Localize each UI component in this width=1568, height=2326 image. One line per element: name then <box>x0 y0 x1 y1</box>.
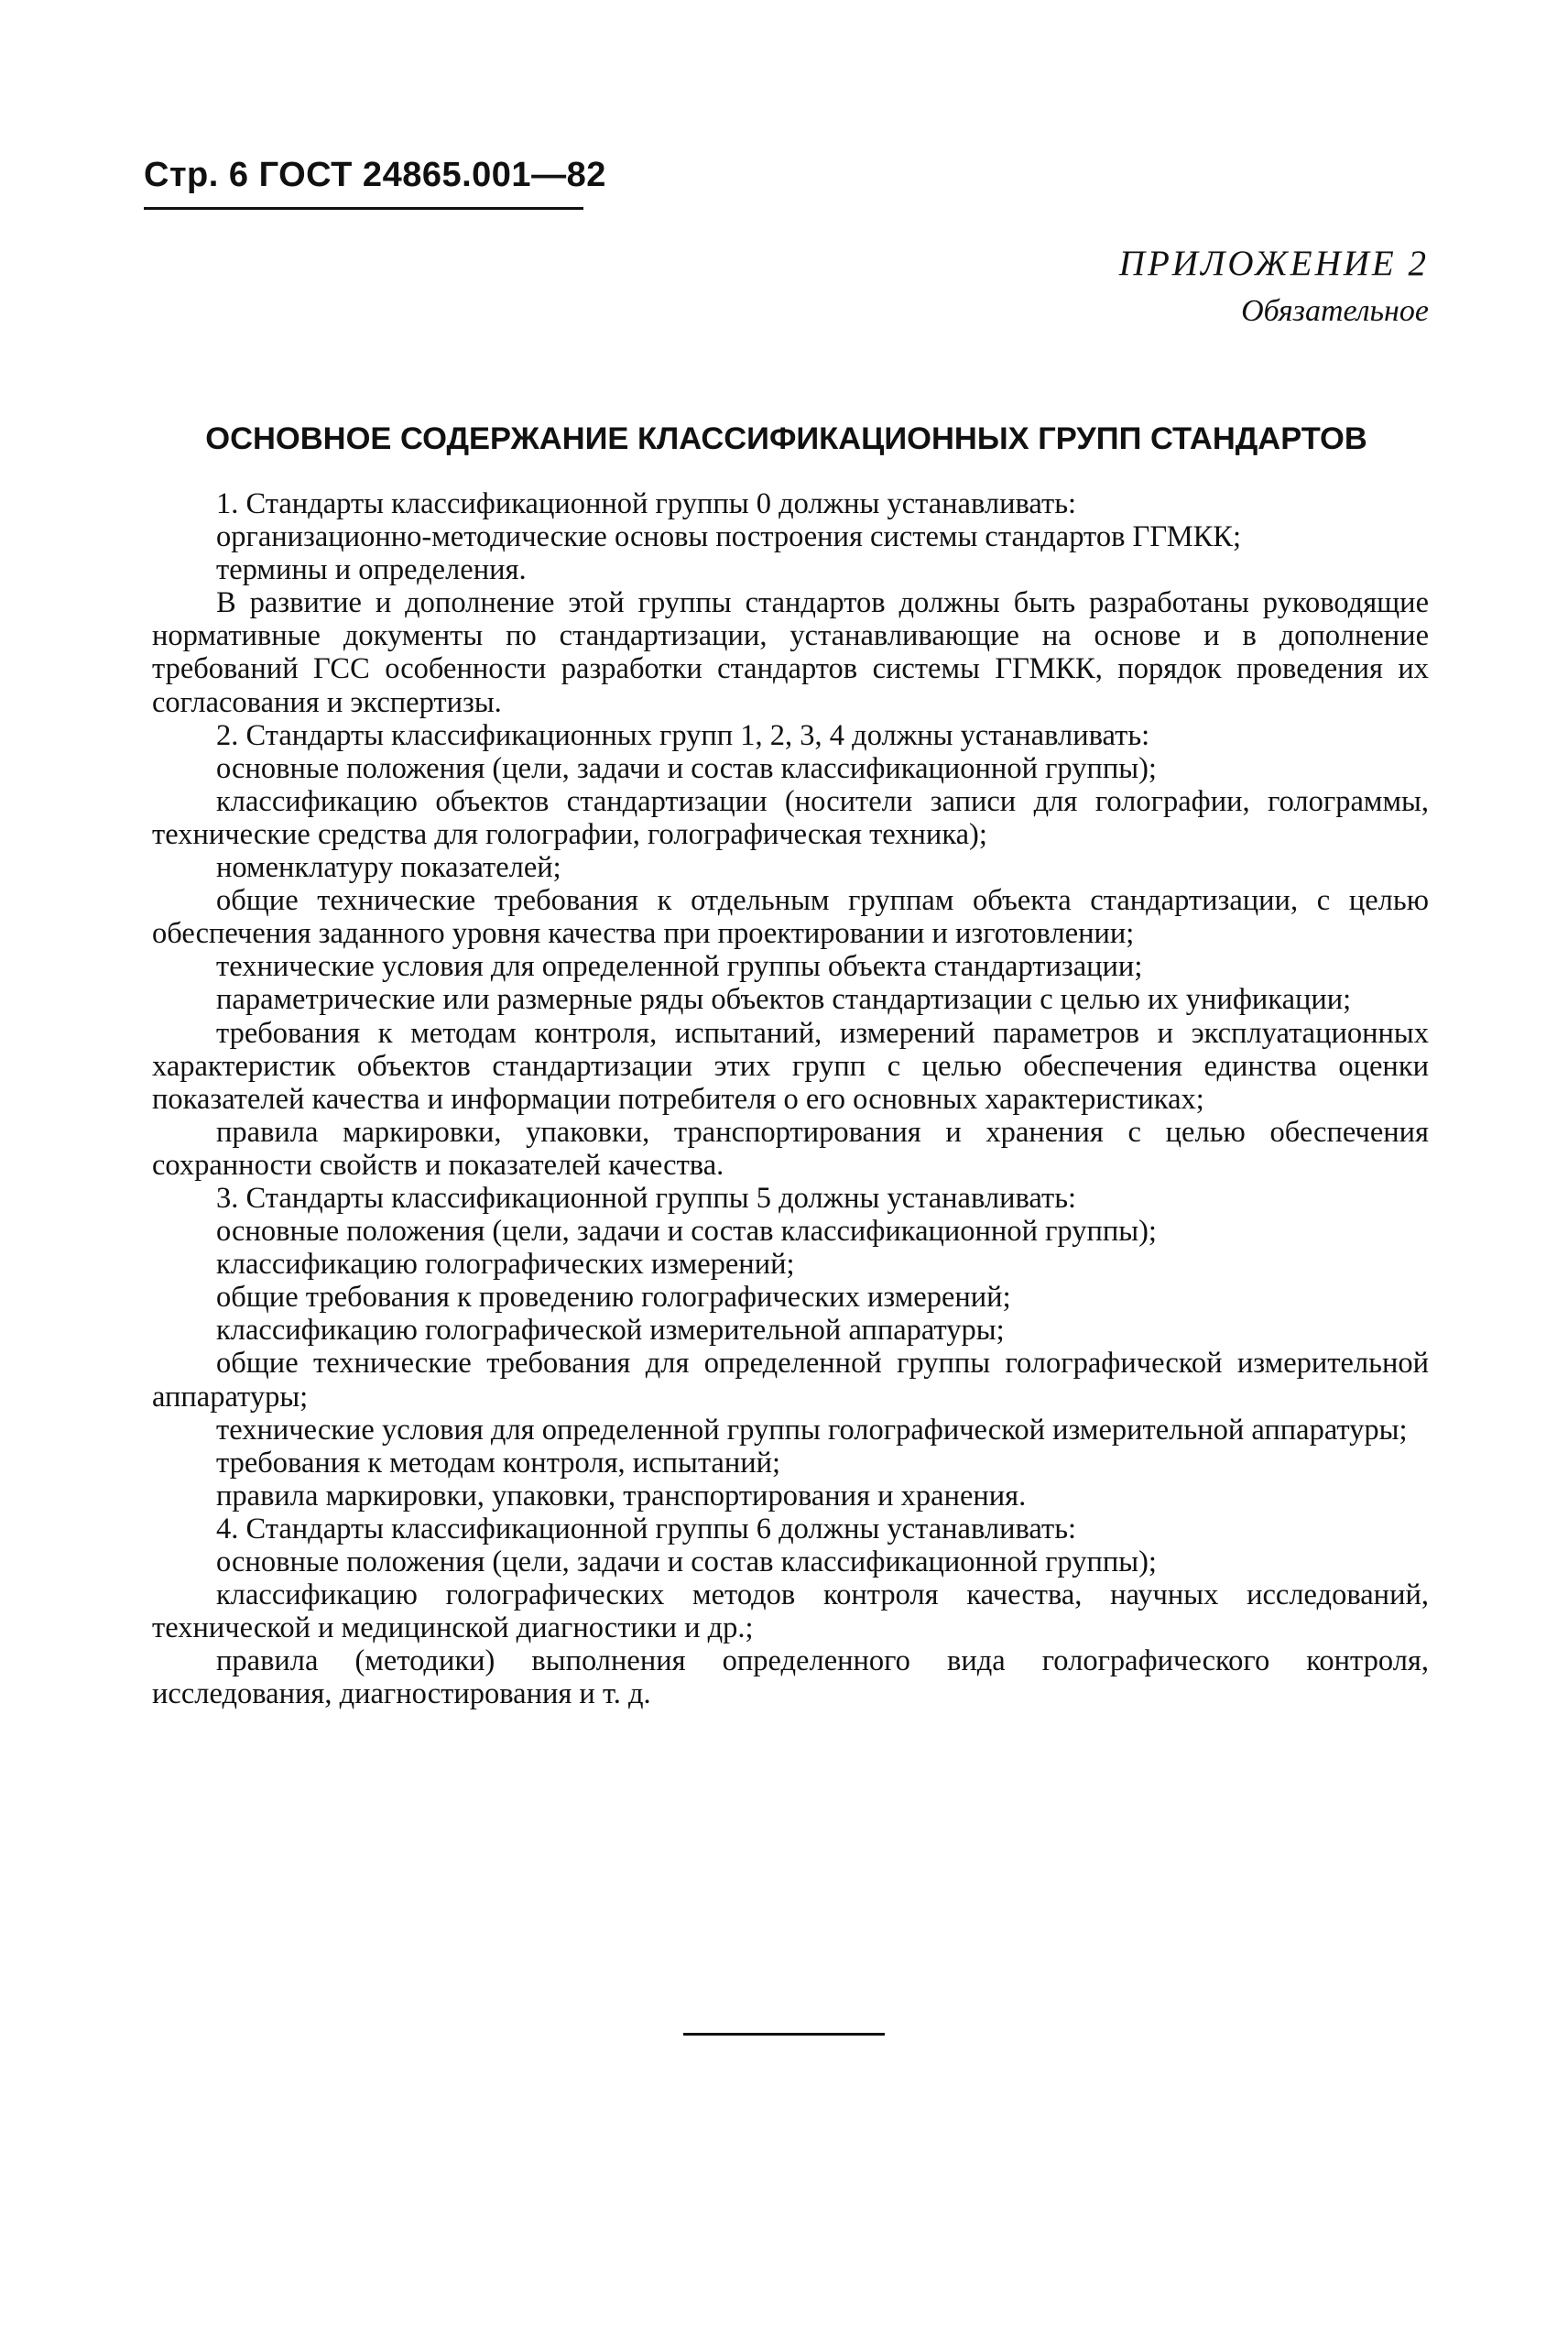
paragraph: правила маркировки, упаковки, транспортирования и хранения. <box>216 1479 1027 1512</box>
paragraph: классификацию объектов стандартизации (носители записи для голографии, голограммы, технические средства для голографии, голографическая техника); <box>152 784 1429 851</box>
appendix-label <box>1119 238 1429 333</box>
paragraph: классификацию голографической измерительной аппаратуры; <box>216 1314 1005 1348</box>
page-header: Стр. 6 ГОСТ 24865.001—82 <box>144 156 606 194</box>
appendix-subtitle: Обязательное <box>1241 294 1429 328</box>
paragraph: 4. Стандарты классификационной группы 6 должны устанавливать: <box>216 1512 1077 1545</box>
paragraph: основные положения (цели, задачи и состав классификационной группы); <box>216 1545 1157 1578</box>
body-text <box>152 487 1429 1710</box>
paragraph: основные положения (цели, задачи и состав классификационной группы); <box>216 751 1157 785</box>
paragraph: классификацию голографических измерений; <box>216 1248 795 1282</box>
paragraph: основные положения (цели, задачи и состав классификационной группы); <box>216 1215 1157 1249</box>
paragraph: организационно-методические основы построения системы стандартов ГГМКК; <box>216 520 1241 554</box>
paragraph: 2. Стандарты классификационных групп 1, 2, 3, 4 должны устанавливать: <box>216 718 1150 752</box>
paragraph: требования к методам контроля, испытаний; <box>216 1446 781 1480</box>
paragraph: требования к методам контроля, испытаний, измерений параметров и эксплуатационных характеристик объектов стандартизации этих групп с целью обеспечения единства оценки показателей качества и информации потребителя о его основных характеристиках; <box>152 1016 1429 1116</box>
paragraph: общие технические требования к отдельным группам объекта стандартизации, с целью обеспечения заданного уровня качества при проектировании и изготовлении; <box>152 884 1429 951</box>
paragraph: общие требования к проведению голографических измерений; <box>216 1281 1011 1315</box>
header-rule <box>144 207 583 210</box>
paragraph: В развитие и дополнение этой группы стандартов должны быть разработаны руководящие нормативные документы по стандартизации, устанавливающие на основе и в дополнение требований ГСС особенности разработки стандартов системы ГГМКК, порядок проведения их согласования и экспертизы. <box>152 586 1429 719</box>
document-title: ОСНОВНОЕ СОДЕРЖАНИЕ КЛАССИФИКАЦИОННЫХ ГРУПП СТАНДАРТОВ <box>205 421 1367 456</box>
paragraph: технические условия для определенной группы объекта стандартизации; <box>216 950 1143 984</box>
paragraph: 3. Стандарты классификационной группы 5 должны устанавливать: <box>216 1181 1077 1215</box>
paragraph: номенклатуру показателей; <box>216 851 561 885</box>
appendix-title: ПРИЛОЖЕНИЕ 2 <box>1118 244 1429 283</box>
paragraph: классификацию голографических методов контроля качества, научных исследований, технической и медицинской диагностики и др.; <box>152 1578 1429 1645</box>
paragraph: технические условия для определенной группы голографической измерительной аппаратуры; <box>216 1413 1408 1447</box>
paragraph: правила маркировки, упаковки, транспортирования и хранения с целью обеспечения сохранности свойств и показателей качества. <box>152 1115 1429 1182</box>
paragraph: термины и определения. <box>216 553 527 587</box>
end-rule <box>683 2033 885 2036</box>
paragraph: 1. Стандарты классификационной группы 0 должны устанавливать: <box>216 487 1077 520</box>
paragraph: общие технические требования для определенной группы голографической измерительной аппаратуры; <box>152 1347 1429 1414</box>
paragraph: правила (методики) выполнения определенного вида голографического контроля, исследования, диагностирования и т. д. <box>152 1644 1429 1711</box>
paragraph: параметрические или размерные ряды объектов стандартизации с целью их унификации; <box>216 983 1352 1017</box>
